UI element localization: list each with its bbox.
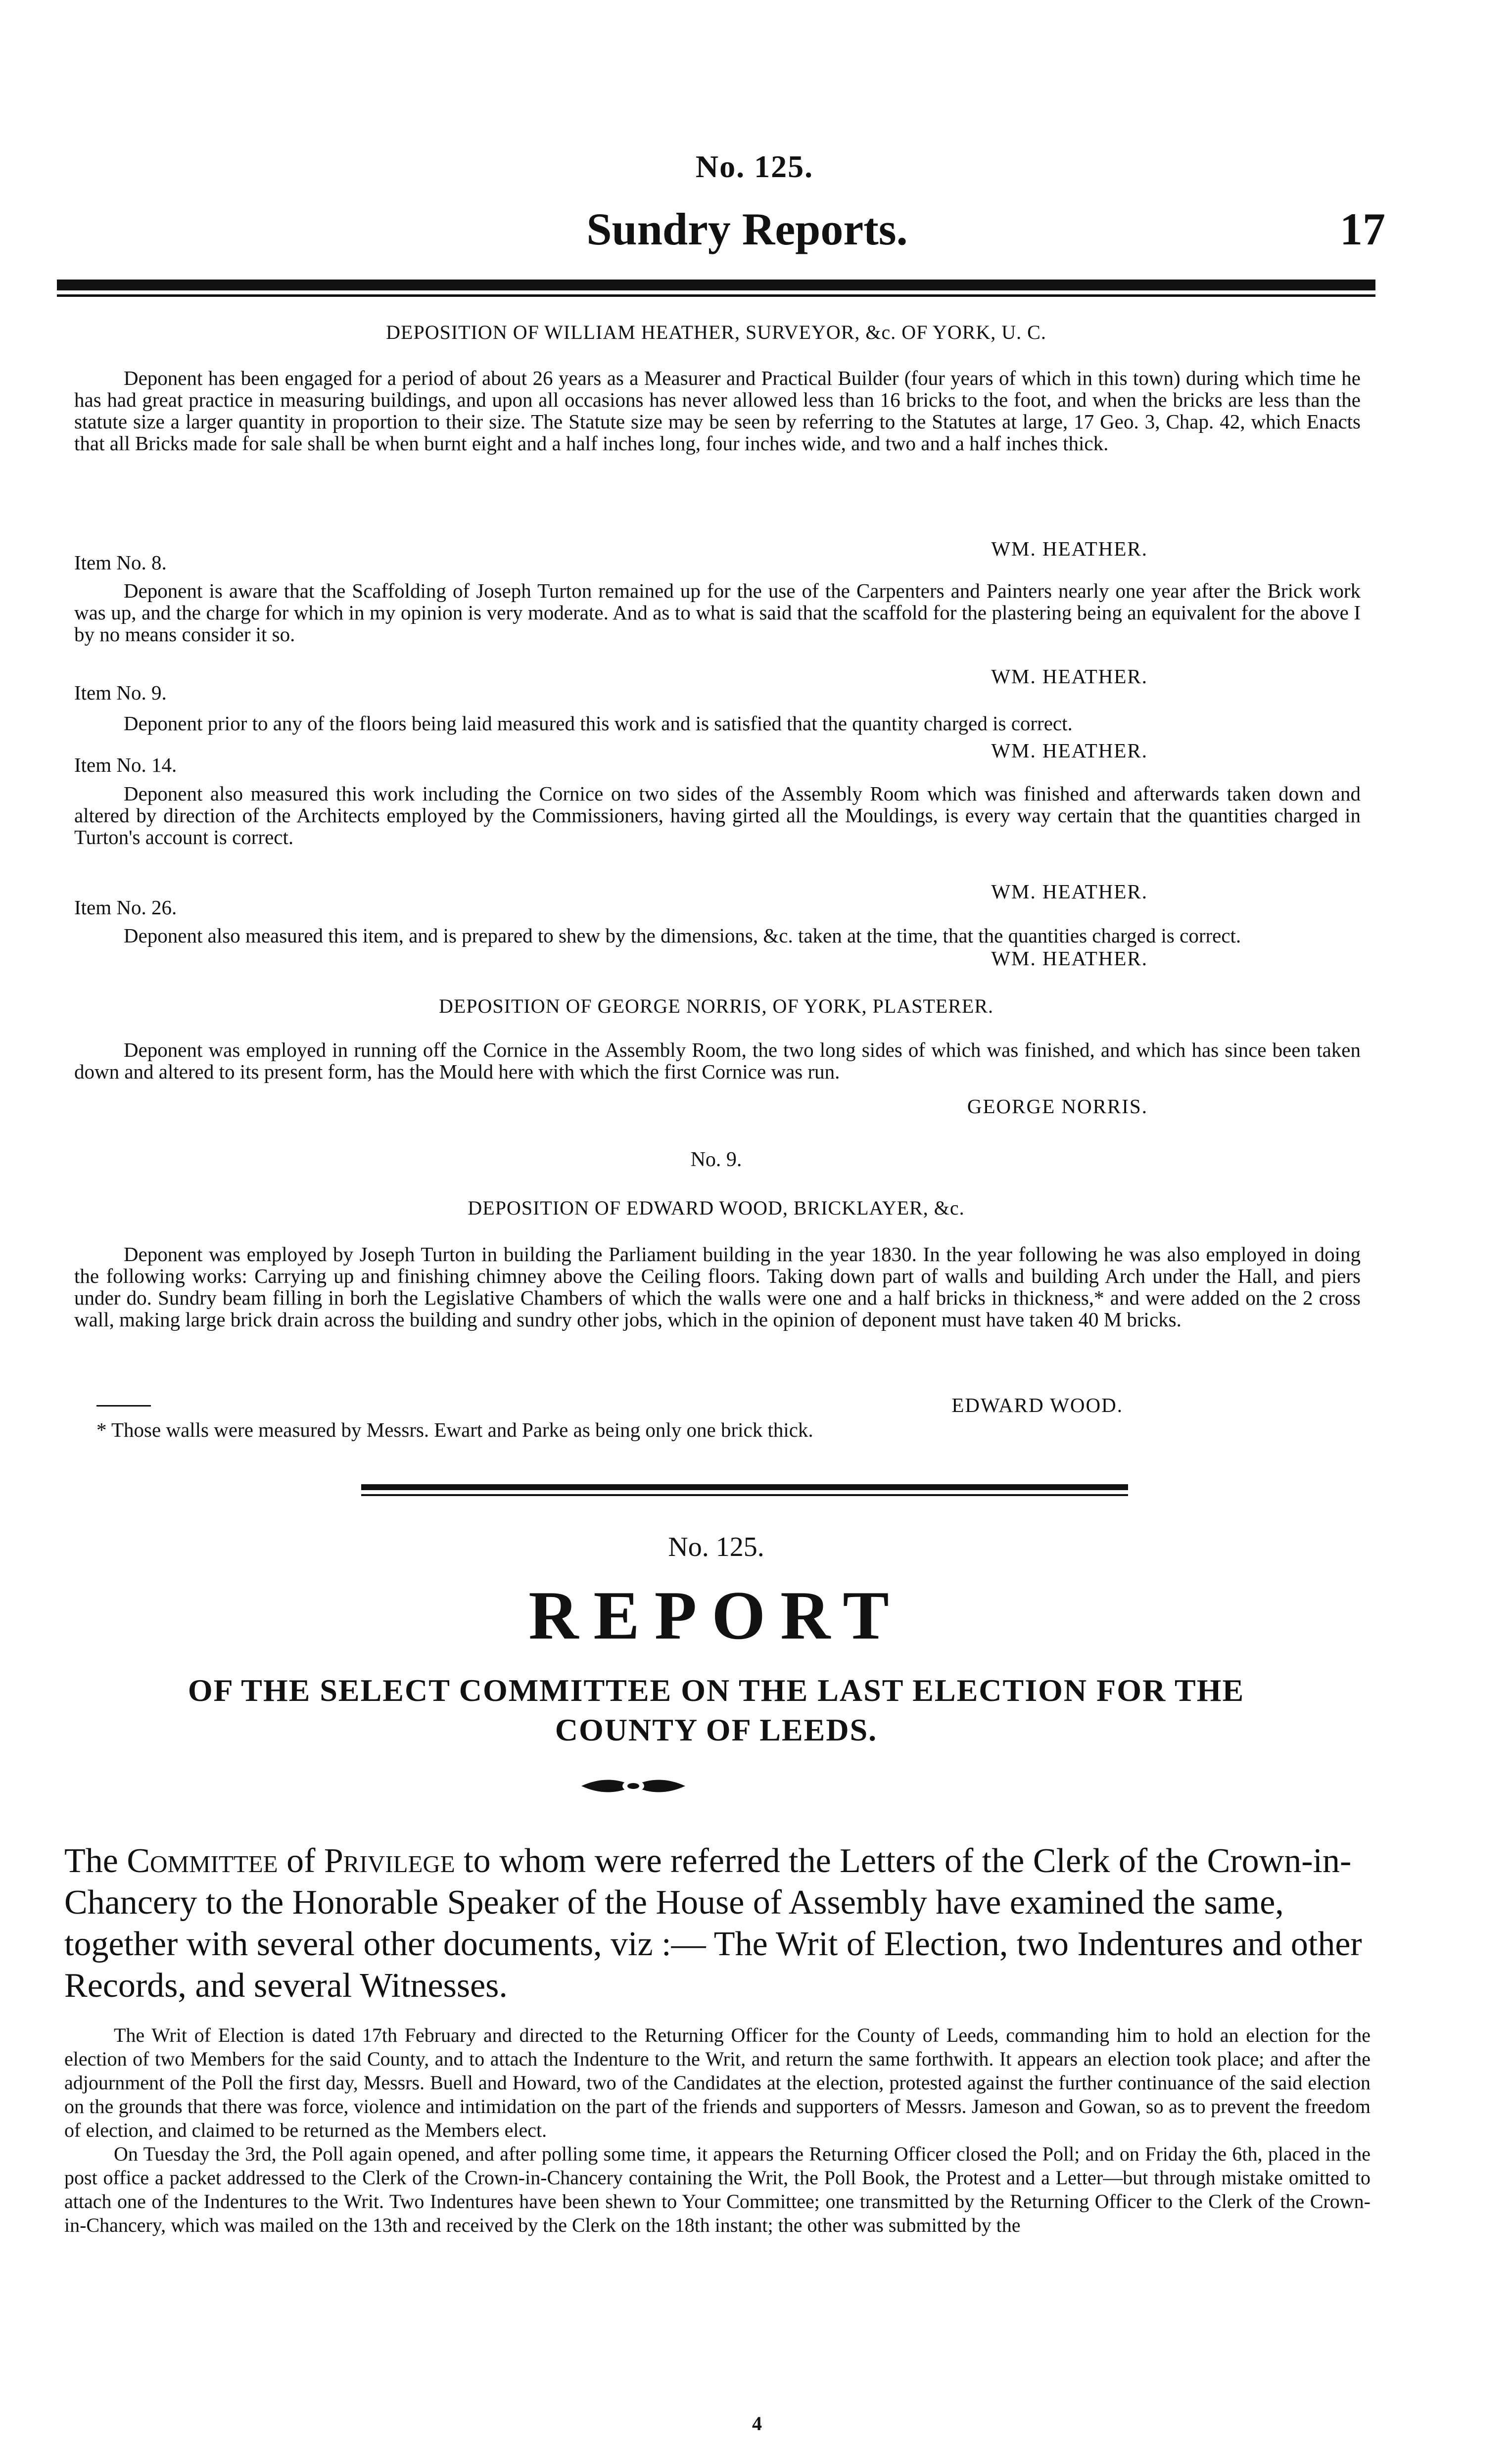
- heather-signature-5: WM. HEATHER.: [991, 947, 1148, 970]
- page-number: 17: [1340, 204, 1385, 254]
- heather-paragraph-2: Deponent is aware that the Scaffolding of Joseph Turton remained up for the use of the Carpenters and Painters nearly one year after the Brick work was up, and the charge for which in my opinion is very moderate. And as to what is said that the scaffold for the plastering being an equivalent for the above I by no means consider it so.: [74, 579, 1361, 646]
- document-number: No. 125.: [695, 149, 814, 184]
- item-8-label: Item No. 8.: [74, 551, 167, 574]
- running-title: Sundry Reports.: [586, 204, 908, 254]
- report-body: [64, 2023, 1370, 2237]
- wood-signature: EDWARD WOOD.: [951, 1394, 1123, 1416]
- report-paragraph-1: The Writ of Election is dated 17th February and directed to the Returning Officer for the County of Leeds, commanding him to hold an election for the election of two Members for the said County, and to attach the Indenture to the Writ, and return the same forthwith. It appears an election took place; and after the adjournment of the Poll the first day, Messrs. Buell and Howard, two of the Candidates at the election, protested against the further continuance of the said election on the grounds that there was force, violence and intimidation on the part of the friends and supporters of Messrs. Jameson and Gowan, so as to prevent the freedom of election, and claimed to be returned as the Members elect.: [64, 2024, 1370, 2141]
- heather-signature-1: WM. HEATHER.: [991, 537, 1148, 560]
- lead-rest: to whom were referred the Letters of the Clerk of the Crown-in-Chancery to the Honorable Speaker of the House of Assembly have examined the same, together with several other documents, viz :— The Writ of Election, two Indentures and other Records, and several Witnesses.: [64, 1842, 1362, 2005]
- lead-committee: Committee: [127, 1842, 278, 1880]
- item-14-label: Item No. 14.: [74, 753, 177, 776]
- report-lead-paragraph: [64, 1840, 1370, 2007]
- report-title: REPORT: [528, 1577, 904, 1654]
- heather-signature-2: WM. HEATHER.: [991, 665, 1148, 688]
- report-paragraph-2: On Tuesday the 3rd, the Poll again opened, and after polling some time, it appears the Returning Officer closed the Poll; and on Friday the 6th, placed in the post office a packet addressed to the Clerk of the Crown-in-Chancery containing the Writ, the Poll Book, the Protest and a Letter—but through mistake omitted to attach one of the Indentures to the Writ. Two Indentures have been shewn to Your Committee; one transmitted by the Returning Officer to the Clerk of the Crown-in-Chancery, which was mailed on the 13th and received by the Clerk on the 18th instant; the other was submitted by the: [64, 2143, 1370, 2236]
- heather-paragraph-4: Deponent also measured this work including the Cornice on two sides of the Assembly Room which was finished and afterwards taken down and altered by direction of the Architects employed by the Commissioners, having girted all the Mouldings, is every way certain that the quantities charged in Turton's account is correct.: [74, 782, 1361, 848]
- report-subtitle-line-1: OF THE SELECT COMMITTEE ON THE LAST ELECTION FOR THE: [188, 1673, 1245, 1708]
- heather-paragraph-1: Deponent has been engaged for a period of about 26 years as a Measurer and Practical Builder (four years of which in this town) during which time he has had great practice in measuring buildings, and upon all occasions has never allowed less than 16 bricks to the foot, and when the bricks are less than the statute size a larger quantity in proportion to their size. The Statute size may be seen by referring to the Statutes at large, 17 Geo. 3, Chap. 42, which Enacts that all Bricks made for sale shall be when burnt eight and a half inches long, four inches wide, and two and a half inches thick.: [74, 367, 1361, 455]
- item-26-label: Item No. 26.: [74, 896, 177, 919]
- norris-paragraph: Deponent was employed in running off the Cornice in the Assembly Room, the two long sides of which was finished, and which has since been taken down and altered to its present form, has the Mould here with which the first Cornice was run.: [74, 1038, 1361, 1083]
- heather-signature-4: WM. HEATHER.: [991, 880, 1148, 903]
- section-rule-thin: [361, 1494, 1128, 1496]
- item-9-label: Item No. 9.: [74, 681, 167, 704]
- heather-signature-3: WM. HEATHER.: [991, 739, 1148, 762]
- heather-paragraph-5: Deponent also measured this item, and is prepared to shew by the dimensions, &c. taken at the time, that the quantities charged is correct.: [124, 924, 1241, 947]
- wood-paragraph: Deponent was employed by Joseph Turton in building the Parliament building in the year 1830. In the year following he was also employed in doing the following works: Carrying up and finishing chimney above the Ceiling floors. Taking down part of walls and building Arch under the Hall, and piers under do. Sundry beam filling in borh the Legislative Chambers of which the walls were one and a half bricks in thickness,* and were added on the 2 cross wall, making large brick drain across the building and sundry other jobs, which in the opinion of deponent must have taken 40 M bricks.: [74, 1243, 1361, 1331]
- norris-signature: GEORGE NORRIS.: [967, 1095, 1148, 1118]
- header-rule-thin: [57, 294, 1375, 297]
- heather-paragraph-3: Deponent prior to any of the floors being laid measured this work and is satisfied that the quantity charged is correct.: [124, 712, 1073, 735]
- report-number: No. 125.: [668, 1532, 764, 1562]
- wood-heading: DEPOSITION OF EDWARD WOOD, BRICKLAYER, &c.: [468, 1197, 965, 1219]
- section-rule-thick: [361, 1484, 1128, 1490]
- signature-mark: 4: [752, 2412, 762, 2435]
- footnote-rule: [96, 1405, 151, 1407]
- norris-heading: DEPOSITION OF GEORGE NORRIS, OF YORK, PLASTERER.: [438, 995, 994, 1017]
- header-rule-thick: [57, 280, 1375, 290]
- lead-mid: of: [278, 1842, 324, 1880]
- ornament-icon: [579, 1771, 688, 1801]
- wood-footnote: * Those walls were measured by Messrs. Ewart and Parke as being only one brick thick.: [96, 1418, 813, 1441]
- report-subtitle-line-2: COUNTY OF LEEDS.: [555, 1712, 878, 1747]
- deposition-number-9: No. 9.: [690, 1148, 742, 1171]
- lead-privilege: Privilege: [324, 1842, 455, 1880]
- lead-pre: The: [64, 1842, 127, 1880]
- heather-heading: DEPOSITION OF WILLIAM HEATHER, SURVEYOR, &c. OF YORK, U. C.: [386, 321, 1046, 343]
